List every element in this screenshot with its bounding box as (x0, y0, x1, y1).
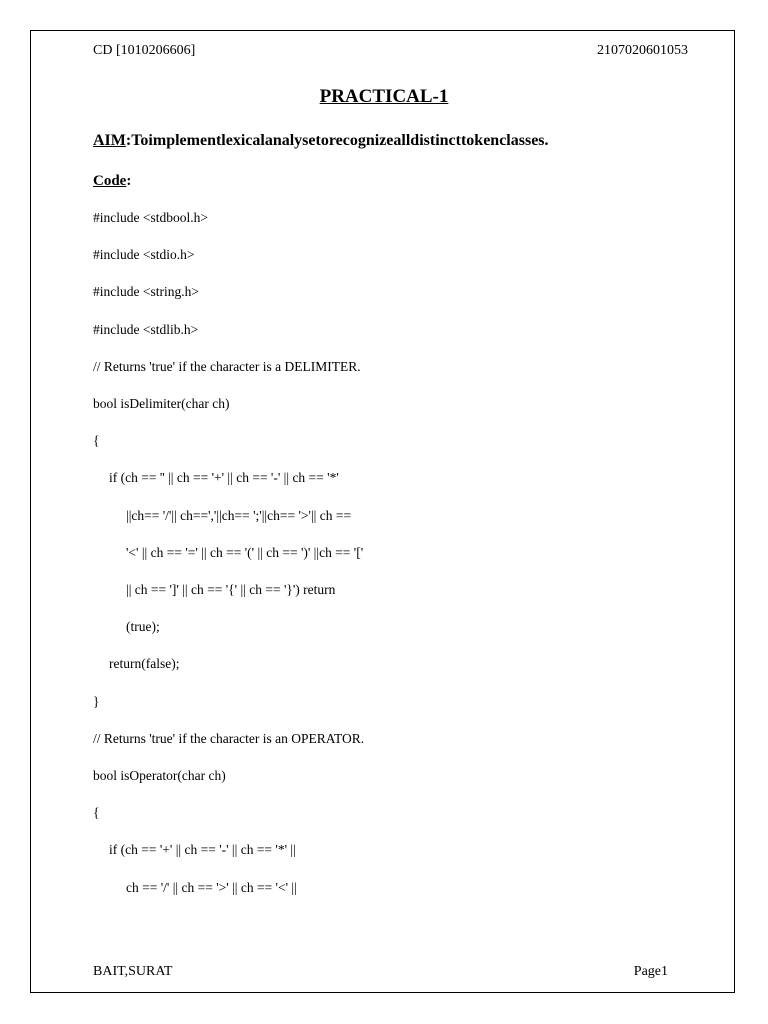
code-line: #include <stdlib.h> (93, 321, 199, 337)
code-line: bool isOperator(char ch) (93, 768, 226, 783)
footer-institution: BAIT,SURAT (93, 964, 173, 979)
code-line: } (93, 693, 100, 709)
aim-text: :Toimplementlexicalanalysetorecognizealldistincttokenclasses. (125, 132, 549, 149)
code-line: #include <stdio.h> (93, 247, 195, 263)
code-line: #include <string.h> (93, 284, 199, 300)
code-line: || ch == ']' || ch == '{' || ch == '}') return (126, 582, 336, 597)
code-heading (93, 173, 131, 190)
code-heading-label: Code (93, 173, 127, 189)
code-line: '<' || ch == '=' || ch == '(' || ch == ')' ||ch == '[' (126, 544, 364, 560)
code-line: #include <stdbool.h> (93, 210, 208, 225)
code-line: bool isDelimiter(char ch) (93, 396, 230, 411)
header-course-code: CD [1010206606] (93, 43, 196, 58)
aim-statement (93, 132, 549, 150)
footer-page-number: Page1 (633, 964, 668, 979)
code-line: // Returns 'true' if the character is an OPERATOR. (93, 730, 365, 746)
code-line: return(false); (109, 656, 180, 672)
code-line: { (93, 433, 100, 449)
code-line: ||ch== '/'|| ch==','||ch== ';'||ch== '>'|| ch == (126, 507, 352, 523)
page-title: PRACTICAL-1 (319, 86, 449, 107)
code-line: if (ch == '+' || ch == '-' || ch == '*' || (109, 842, 296, 858)
code-line: { (93, 805, 100, 821)
code-line: if (ch == '' || ch == '+' || ch == '-' || ch == '*' (109, 470, 339, 486)
code-line: ch == '/' || ch == '>' || ch == '<' || (126, 879, 297, 895)
header-enrollment-number: 2107020601053 (597, 43, 688, 58)
code-heading-suffix: : (126, 173, 132, 189)
aim-label: AIM (93, 132, 126, 149)
code-line: // Returns 'true' if the character is a DELIMITER. (93, 358, 361, 374)
code-line: (true); (126, 619, 160, 635)
